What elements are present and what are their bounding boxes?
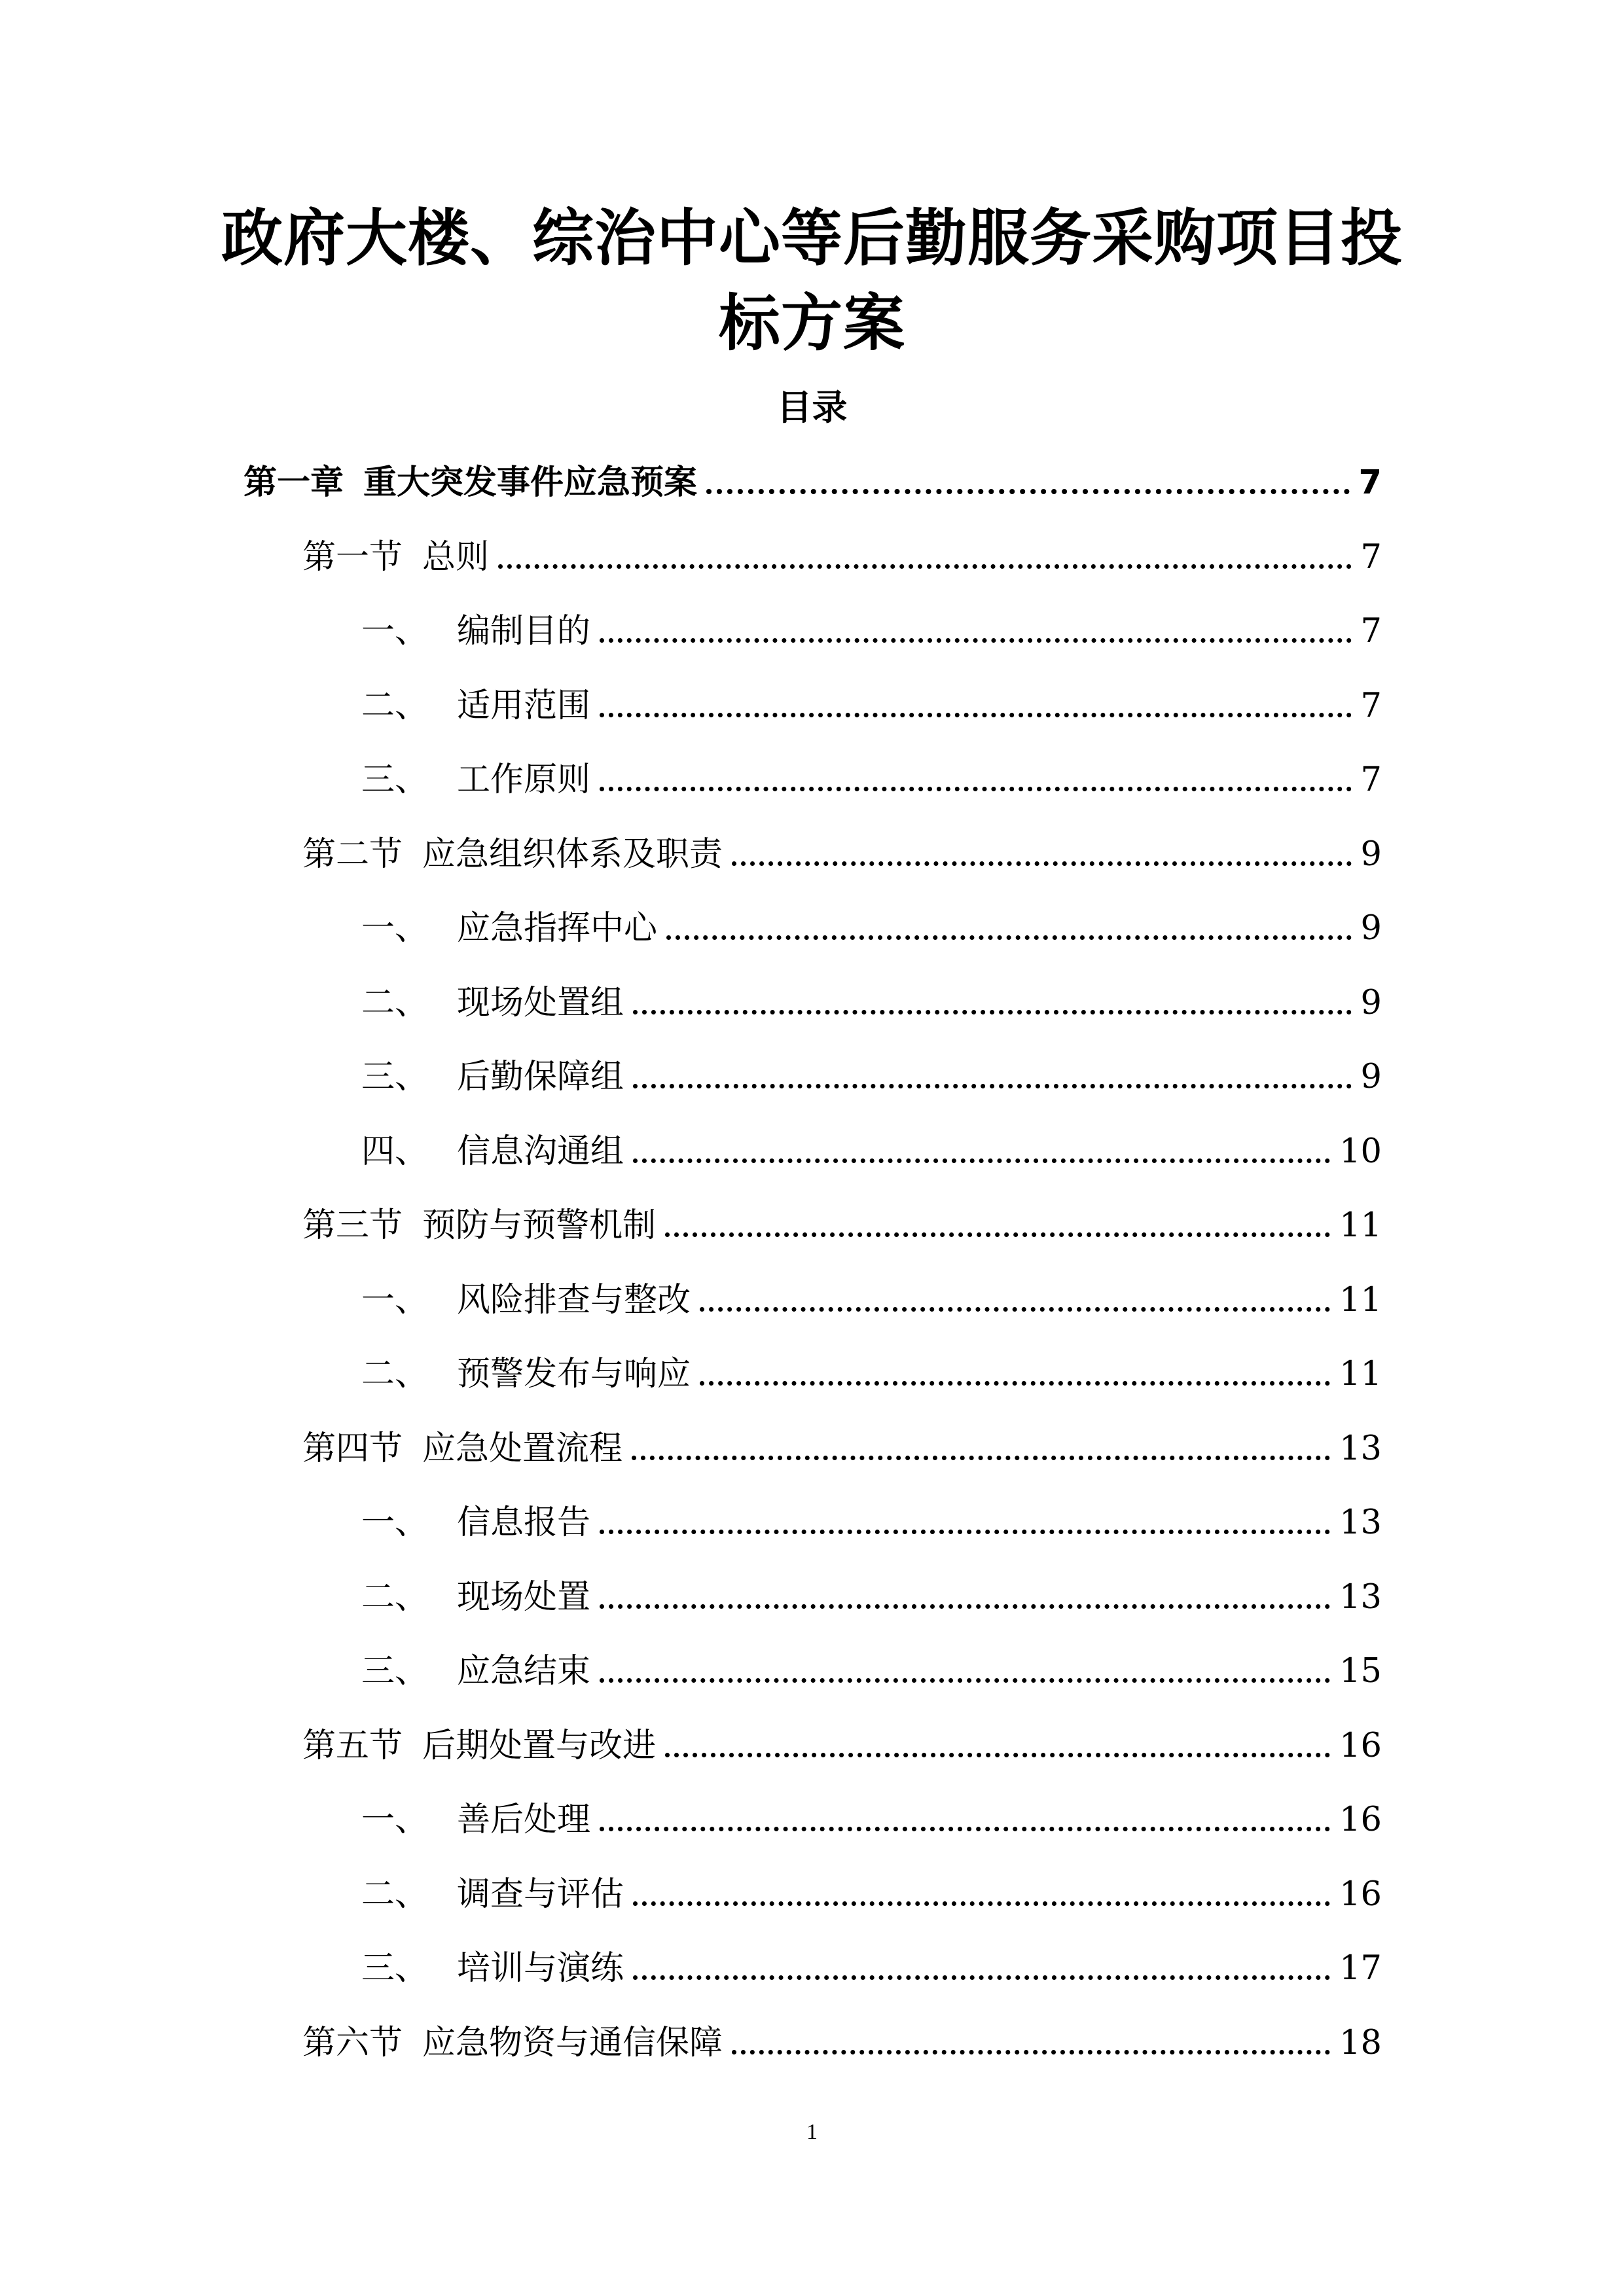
dot-leader: [600, 787, 1352, 791]
toc-entry-item[interactable]: [361, 1784, 1382, 1843]
toc-entry-title: 善后处理: [457, 1801, 591, 1839]
toc-entry-number: 第四节: [302, 1429, 403, 1468]
toc-entry-page: 7: [1360, 687, 1382, 725]
toc-entry-title: 预防与预警机制: [422, 1206, 657, 1245]
toc-entry-page: 11: [1339, 1206, 1382, 1245]
toc-entry-section-5[interactable]: [302, 1710, 1382, 1769]
toc-entry-page: 7: [1360, 538, 1382, 577]
dot-leader: [600, 1678, 1330, 1683]
dot-leader: [700, 1307, 1330, 1312]
toc-entry-title: 重大突发事件应急预案: [363, 463, 698, 502]
toc-entry-title: 总则: [422, 538, 490, 577]
toc-entry-number: 二、: [361, 984, 429, 1022]
dot-leader: [732, 2050, 1330, 2054]
dot-leader: [665, 1232, 1330, 1237]
toc-entry-item[interactable]: [361, 1338, 1382, 1397]
dot-leader: [600, 1827, 1330, 1831]
toc-entry-item[interactable]: [361, 1487, 1382, 1546]
toc-entry-page: 9: [1360, 909, 1382, 948]
dot-leader: [633, 1158, 1330, 1163]
toc-entry-number: 第五节: [302, 1727, 403, 1765]
dot-leader: [498, 564, 1352, 569]
toc-entry-page: 10: [1339, 1132, 1382, 1171]
toc-entry-item[interactable]: [361, 893, 1382, 952]
dot-leader: [633, 1010, 1352, 1014]
toc-entry-page: 16: [1339, 1801, 1382, 1839]
toc-entry-title: 信息报告: [457, 1503, 591, 1542]
toc-entry-page: 15: [1339, 1652, 1382, 1691]
toc-entry-page: 9: [1360, 1058, 1382, 1096]
toc-entry-number: 二、: [361, 1578, 429, 1617]
dot-leader: [632, 1456, 1330, 1460]
dot-leader: [633, 1901, 1330, 1906]
dot-leader: [633, 1975, 1330, 1980]
toc-entry-number: 第一节: [302, 538, 403, 577]
toc-entry-page: 18: [1339, 2024, 1382, 2062]
toc-entry-item[interactable]: [361, 744, 1382, 803]
toc-entry-section-1[interactable]: [302, 522, 1382, 581]
toc-entry-number: 一、: [361, 612, 429, 651]
toc-entry-section-3[interactable]: [302, 1190, 1382, 1249]
toc-entry-section-2[interactable]: [302, 819, 1382, 878]
toc-entry-page: 9: [1360, 984, 1382, 1022]
toc-entry-title: 现场处置: [457, 1578, 591, 1617]
toc-entry-number: 一、: [361, 1281, 429, 1319]
toc-entry-title: 培训与演练: [457, 1949, 624, 1988]
toc-entry-item[interactable]: [361, 670, 1382, 729]
toc-entry-page: 13: [1339, 1503, 1382, 1542]
toc-entry-number: 三、: [361, 1058, 429, 1096]
dot-leader: [700, 1381, 1330, 1386]
toc-entry-number: 四、: [361, 1132, 429, 1171]
toc-entry-number: 第二节: [302, 835, 403, 874]
toc-entry-number: 一、: [361, 909, 429, 948]
toc-entry-item[interactable]: [361, 1562, 1382, 1621]
dot-leader: [633, 1084, 1352, 1088]
toc-entry-title: 应急处置流程: [422, 1429, 623, 1468]
toc-entry-item[interactable]: [361, 1265, 1382, 1323]
document-title: 政府大楼、综治中心等后勤服务采购项目投标方案: [221, 203, 1403, 359]
toc-entry-item[interactable]: [361, 967, 1382, 1026]
toc-entry-page: 7: [1358, 463, 1382, 502]
toc-entry-page: 7: [1360, 612, 1382, 651]
toc-entry-title: 信息沟通组: [457, 1132, 624, 1171]
toc-entry-item[interactable]: [361, 1859, 1382, 1918]
toc-entry-chapter-1[interactable]: [244, 447, 1382, 506]
toc-entry-item[interactable]: [361, 596, 1382, 655]
toc-entry-title: 调查与评估: [457, 1875, 624, 1914]
toc-entry-item[interactable]: [361, 1041, 1382, 1100]
toc-entry-title: 现场处置组: [457, 984, 624, 1022]
toc-entry-number: 第一章: [244, 463, 344, 502]
toc-entry-item[interactable]: [361, 1116, 1382, 1175]
toc-entry-page: 11: [1339, 1281, 1382, 1319]
toc-entry-page: 9: [1360, 835, 1382, 874]
toc-entry-number: 第六节: [302, 2024, 403, 2062]
dot-leader: [600, 638, 1352, 643]
toc-entry-title: 应急结束: [457, 1652, 591, 1691]
toc-entry-page: 11: [1339, 1355, 1382, 1393]
toc-entry-number: 二、: [361, 1875, 429, 1914]
toc-entry-number: 一、: [361, 1503, 429, 1542]
toc-entry-number: 第三节: [302, 1206, 403, 1245]
toc-entry-title: 应急组织体系及职责: [422, 835, 723, 874]
toc-entry-title: 风险排查与整改: [457, 1281, 691, 1319]
toc-entry-title: 后期处置与改进: [422, 1727, 657, 1765]
page-number: 1: [806, 2120, 818, 2144]
toc-entry-page: 13: [1339, 1578, 1382, 1617]
toc-heading: 目录: [776, 387, 848, 428]
dot-leader: [600, 1530, 1330, 1534]
toc-entry-section-6[interactable]: [302, 2007, 1382, 2066]
toc-entry-title: 编制目的: [457, 612, 591, 651]
toc-entry-number: 三、: [361, 1949, 429, 1988]
toc-entry-section-4[interactable]: [302, 1413, 1382, 1472]
dot-leader: [600, 1604, 1330, 1609]
toc-entry-page: 16: [1339, 1875, 1382, 1914]
toc-entry-title: 适用范围: [457, 687, 591, 725]
toc-entry-title: 应急指挥中心: [457, 909, 658, 948]
toc-entry-title: 预警发布与响应: [457, 1355, 691, 1393]
toc-entry-number: 三、: [361, 1652, 429, 1691]
toc-entry-item[interactable]: [361, 1933, 1382, 1992]
dot-leader: [666, 935, 1352, 940]
toc-entry-number: 一、: [361, 1801, 429, 1839]
toc-entry-title: 应急物资与通信保障: [422, 2024, 723, 2062]
dot-leader: [600, 713, 1352, 717]
toc-entry-number: 二、: [361, 687, 429, 725]
toc-entry-page: 7: [1360, 761, 1382, 799]
dot-leader: [665, 1753, 1330, 1757]
toc-entry-item[interactable]: [361, 1636, 1382, 1695]
toc-entry-page: 17: [1339, 1949, 1382, 1988]
toc-entry-page: 16: [1339, 1727, 1382, 1765]
toc-entry-number: 三、: [361, 761, 429, 799]
dot-leader: [706, 489, 1349, 494]
toc-entry-page: 13: [1339, 1429, 1382, 1468]
toc-entry-title: 工作原则: [457, 761, 591, 799]
toc-entry-title: 后勤保障组: [457, 1058, 624, 1096]
dot-leader: [732, 861, 1352, 866]
toc-entry-number: 二、: [361, 1355, 429, 1393]
